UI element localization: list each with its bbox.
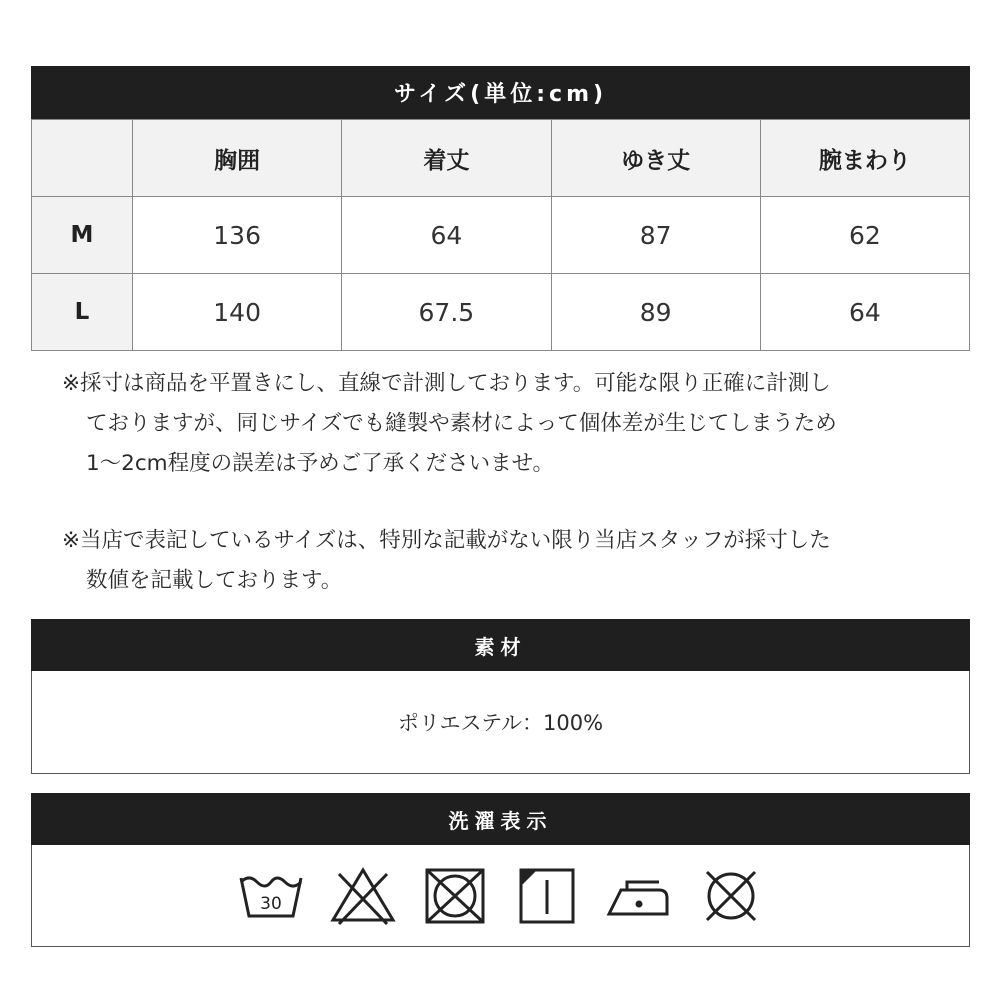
size-section-title: サイズ(単位:cm)	[31, 66, 970, 119]
row-header-size-l: L	[32, 274, 133, 351]
wash-30-icon	[237, 866, 305, 926]
table-corner-cell	[32, 120, 133, 197]
column-header-chest: 胸囲	[133, 120, 342, 197]
table-row	[32, 197, 970, 274]
iron-low-icon	[605, 866, 673, 926]
no-bleach-icon	[329, 866, 397, 926]
measurement-note	[62, 364, 962, 484]
size-table	[31, 119, 970, 351]
note-line: ※当店で表記しているサイズは、特別な記載がない限り当店スタッフが採寸した	[62, 528, 831, 553]
no-tumble-dry-icon	[421, 866, 489, 926]
row-header-size-m: M	[32, 197, 133, 274]
cell-m-arm-circumference: 62	[760, 197, 969, 274]
material-box	[31, 671, 970, 774]
care-section-title: 洗濯表示	[31, 793, 970, 845]
column-header-length: 着丈	[342, 120, 551, 197]
note-line: ※採寸は商品を平置きにし、直線で計測しております。可能な限り正確に計測し	[62, 371, 831, 396]
material-section-title: 素材	[31, 619, 970, 671]
note-line: 1～2cm程度の誤差は予めご了承くださいませ。	[86, 451, 554, 476]
cell-l-arm-circumference: 64	[760, 274, 969, 351]
cell-m-sleeve-length: 87	[551, 197, 760, 274]
cell-m-chest: 136	[133, 197, 342, 274]
column-header-sleeve-length: ゆき丈	[551, 120, 760, 197]
drip-dry-shade-icon	[513, 866, 581, 926]
no-dry-clean-icon	[697, 866, 765, 926]
note-line: 数値を記載しております。	[86, 568, 343, 593]
size-source-note	[62, 521, 962, 601]
cell-l-sleeve-length: 89	[551, 274, 760, 351]
cell-l-length: 67.5	[342, 274, 551, 351]
table-row	[32, 274, 970, 351]
column-header-arm-circumference: 腕まわり	[760, 120, 969, 197]
note-line: ておりますが、同じサイズでも縫製や素材によって個体差が生じてしまうため	[86, 411, 837, 436]
cell-m-length: 64	[342, 197, 551, 274]
table-header-row	[32, 120, 970, 197]
material-text: ポリエステル：100%	[397, 711, 604, 735]
care-icons-box	[31, 845, 970, 947]
cell-l-chest: 140	[133, 274, 342, 351]
wash-temp-label: 30	[259, 893, 282, 914]
